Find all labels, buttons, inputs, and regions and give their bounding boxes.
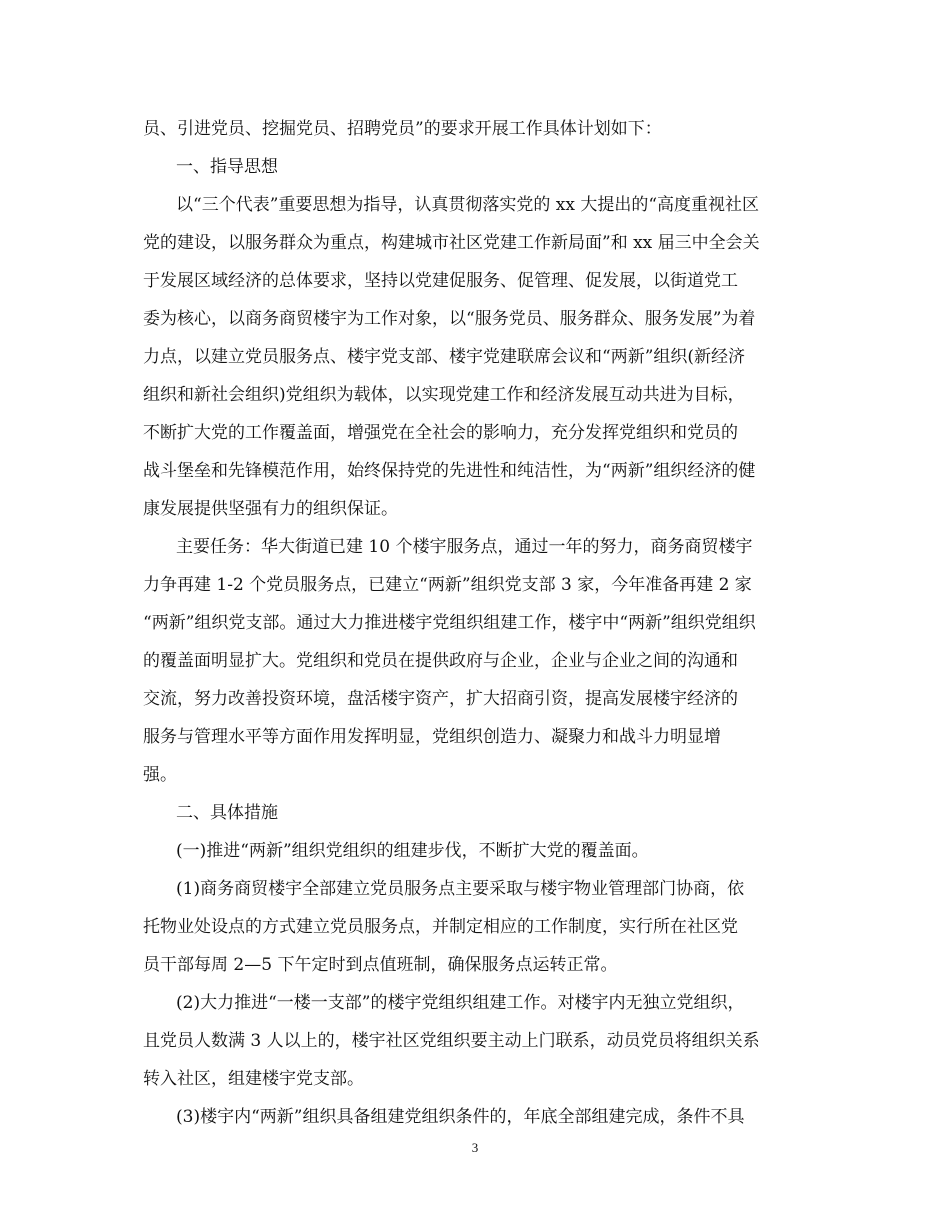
text-line: 战斗堡垒和先锋模范作用，始终保持党的先进性和纯洁性，为“两新”组织经济的健 (143, 461, 756, 481)
text-line: “两新”组织党支部。通过大力推进楼宇党组织组建工作，楼宇中“两新”组织党组织 (143, 613, 756, 633)
text-line: 且党员人数满 3 人以上的，楼宇社区党组织要主动上门联系，动员党员将组织关系 (143, 1031, 760, 1051)
text-line: 委为核心，以商务商贸楼宇为工作对象，以“服务党员、服务群众、服务发展”为着 (143, 309, 756, 329)
text-line: 交流，努力改善投资环境，盘活楼宇资产，扩大招商引资，提高发展楼宇经济的 (143, 689, 738, 709)
text-line: 力争再建 1-2 个党员服务点，已建立“两新”组织党支部 3 家，今年准备再建 2 家 (143, 575, 752, 595)
text-line: 以“三个代表”重要思想为指导，认真贯彻落实党的 xx 大提出的“高度重视社区 (176, 195, 760, 215)
page-number: 3 (471, 1140, 479, 1155)
text-line: (1)商务商贸楼宇全部建立党员服务点主要采取与楼宇物业管理部门协商，依 (176, 879, 745, 899)
text-line: 力点，以建立党员服务点、楼宇党支部、楼宇党建联席会议和“两新”组织(新经济 (143, 347, 746, 367)
text-line: (3)楼宇内“两新”组织具备组建党组织条件的，年底全部组建完成，条件不具 (176, 1107, 745, 1127)
text-line: (2)大力推进“一楼一支部”的楼宇党组织组建工作。对楼宇内无独立党组织， (176, 993, 745, 1013)
text-line: (一)推进“两新”组织党组织的组建步伐，不断扩大党的覆盖面。 (176, 841, 649, 861)
text-line: 党的建设，以服务群众为重点，构建城市社区党建工作新局面”和 xx 届三中全会关 (143, 233, 760, 253)
text-line: 不断扩大党的工作覆盖面，增强党在全社会的影响力，充分发挥党组织和党员的 (143, 423, 738, 443)
text-line: 服务与管理水平等方面作用发挥明显，党组织创造力、凝聚力和战斗力明显增 (143, 727, 721, 747)
text-line: 转入社区，组建楼宇党支部。 (143, 1069, 364, 1089)
section-heading: 二、具体措施 (176, 803, 278, 823)
text-line: 托物业处设点的方式建立党员服务点，并制定相应的工作制度，实行所在社区党 (143, 917, 738, 937)
text-line: 员、引进党员、挖掘党员、招聘党员”的要求开展工作具体计划如下： (143, 119, 662, 139)
section-heading: 一、指导思想 (176, 157, 278, 177)
text-line: 的覆盖面明显扩大。党组织和党员在提供政府与企业，企业与企业之间的沟通和 (143, 651, 738, 671)
text-line: 于发展区域经济的总体要求，坚持以党建促服务、促管理、促发展，以街道党工 (143, 271, 738, 291)
text-line: 主要任务：华大街道已建 10 个楼宇服务点，通过一年的努力，商务商贸楼宇 (176, 537, 753, 557)
text-line: 组织和新社会组织)党组织为载体，以实现党建工作和经济发展互动共进为目标， (143, 385, 745, 405)
text-line: 员干部每周 2—5 下午定时到点值班制，确保服务点运转正常。 (143, 955, 618, 975)
text-line: 康发展提供坚强有力的组织保证。 (143, 499, 398, 519)
text-line: 强。 (143, 765, 177, 785)
